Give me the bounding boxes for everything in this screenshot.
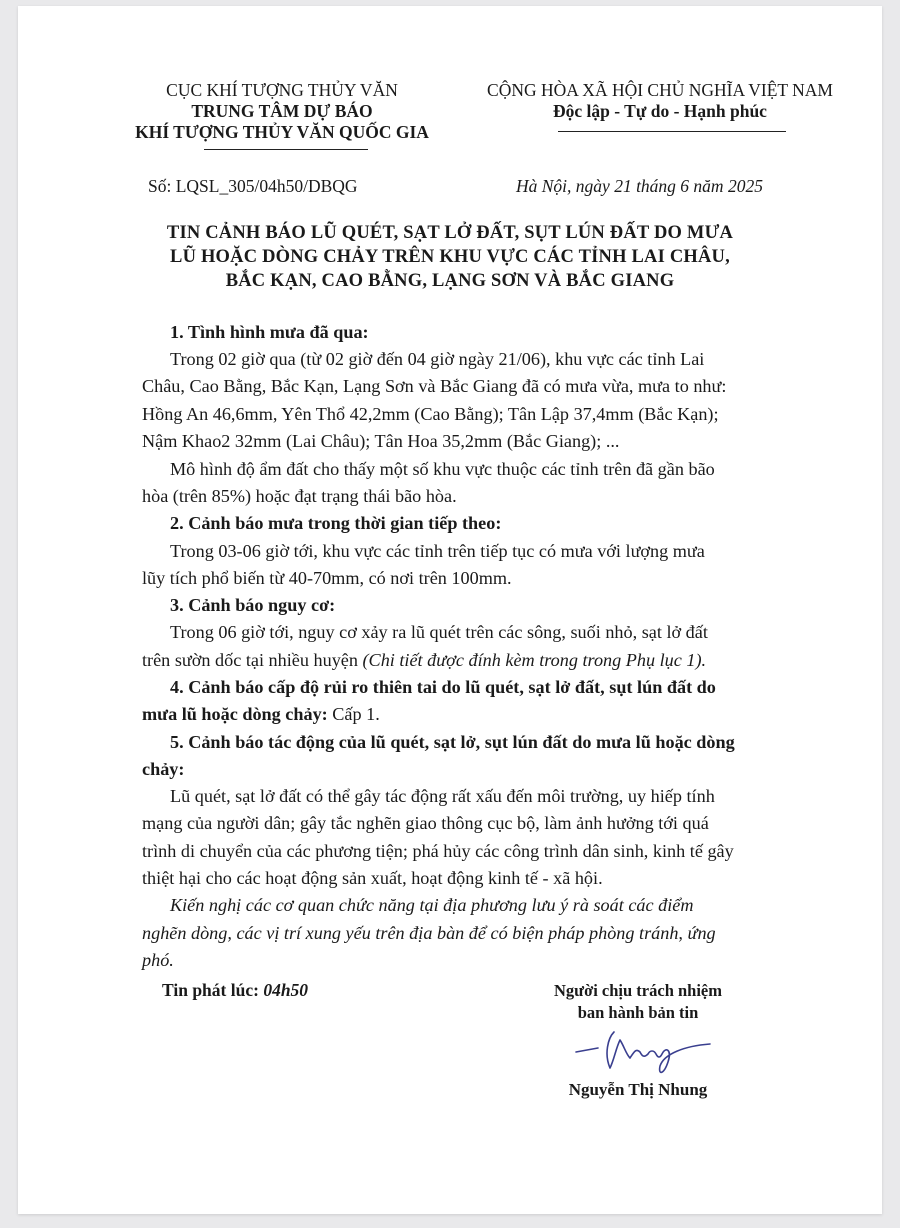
- body-text: trên sườn dốc tại nhiều huyện: [142, 650, 363, 670]
- body-line: [142, 650, 706, 671]
- title-line: TIN CẢNH BÁO LŨ QUÉT, SẠT LỞ ĐẤT, SỤT LÚN ĐẤT DO MƯA: [166, 223, 734, 243]
- national-motto: Độc lập - Tự do - Hạnh phúc: [553, 101, 767, 121]
- body-line: mạng của người dân; gây tắc nghẽn giao thông cục bộ, làm ảnh hưởng tới quá: [142, 813, 709, 833]
- responsible-person-block: [518, 980, 758, 1024]
- section-1-heading: 1. Tình hình mưa đã qua:: [170, 322, 369, 342]
- document-number: Số: LQSL_305/04h50/DBQG: [148, 176, 358, 196]
- place-date: Hà Nội, ngày 21 tháng 6 năm 2025: [516, 176, 763, 196]
- national-name: CỘNG HÒA XÃ HỘI CHỦ NGHĨA VIỆT NAM: [487, 80, 833, 100]
- handwritten-signature: [564, 1024, 724, 1078]
- responsible-label: Người chịu trách nhiệm: [554, 981, 722, 1000]
- agency-center-full: KHÍ TƯỢNG THỦY VĂN QUỐC GIA: [135, 122, 429, 142]
- title-line: BẮC KẠN, CAO BẰNG, LẠNG SƠN VÀ BẮC GIANG: [225, 271, 675, 291]
- issued-time: [162, 980, 308, 1001]
- body-line: hòa (trên 85%) hoặc đạt trạng thái bão hòa.: [142, 486, 457, 506]
- section-5-heading-cont: chảy:: [142, 759, 185, 779]
- body-line: trình di chuyển của các phương tiện; phá hủy các công trình dân sinh, kinh tế gây: [142, 841, 734, 861]
- signer-name: Nguyễn Thị Nhung: [568, 1080, 708, 1099]
- title-line: LŨ HOẶC DÒNG CHẢY TRÊN KHU VỰC CÁC TỈNH LAI CHÂU,: [170, 247, 730, 267]
- risk-level-label: mưa lũ hoặc dòng chảy:: [142, 704, 328, 724]
- section-3-heading: 3. Cảnh báo nguy cơ:: [170, 595, 336, 615]
- recommendation-line: nghẽn dòng, các vị trí xung yếu trên địa bàn để có biện pháp phòng tránh, ứng: [142, 923, 716, 943]
- body-line: Hồng An 46,6mm, Yên Thổ 42,2mm (Cao Bằng); Tân Lập 37,4mm (Bắc Kạn);: [142, 404, 719, 424]
- risk-level-value: Cấp 1.: [327, 704, 380, 724]
- agency-center: TRUNG TÂM DỰ BÁO: [191, 101, 373, 121]
- issued-label: Tin phát lúc:: [162, 980, 264, 1000]
- agency-parent: CỤC KHÍ TƯỢNG THỦY VĂN: [166, 80, 398, 100]
- body-line: Trong 03-06 giờ tới, khu vực các tỉnh trên tiếp tục có mưa với lượng mưa: [170, 541, 705, 561]
- recommendation-line: phó.: [142, 950, 174, 970]
- body-line: thiệt hại cho các hoạt động sản xuất, hoạt động kinh tế - xã hội.: [142, 868, 603, 888]
- recommendation-line: Kiến nghị các cơ quan chức năng tại địa phương lưu ý rà soát các điểm: [170, 895, 694, 915]
- appendix-reference: (Chi tiết được đính kèm trong trong Phụ lục 1).: [362, 650, 707, 670]
- body-line: Mô hình độ ẩm đất cho thấy một số khu vực thuộc các tỉnh trên đã gần bão: [170, 459, 715, 479]
- responsible-label-cont: ban hành bản tin: [577, 1003, 699, 1022]
- body-line: Lũ quét, sạt lở đất có thể gây tác động rất xấu đến môi trường, uy hiếp tính: [170, 786, 715, 806]
- section-2-heading: 2. Cảnh báo mưa trong thời gian tiếp theo:: [170, 513, 502, 533]
- issued-value: 04h50: [263, 980, 309, 1000]
- body-line: Nậm Khao2 32mm (Lai Châu); Tân Hoa 35,2mm (Bắc Giang); ...: [142, 431, 620, 451]
- document-page: [18, 6, 882, 1214]
- body-line: Châu, Cao Bằng, Bắc Kạn, Lạng Sơn và Bắc Giang đã có mưa vừa, mưa to như:: [142, 376, 727, 396]
- section-4-heading: 4. Cảnh báo cấp độ rủi ro thiên tai do lũ quét, sạt lở đất, sụt lún đất do: [170, 677, 716, 697]
- body-line: Trong 02 giờ qua (từ 02 giờ đến 04 giờ ngày 21/06), khu vực các tỉnh Lai: [170, 349, 705, 369]
- section-5-heading: 5. Cảnh báo tác động của lũ quét, sạt lở, sụt lún đất do mưa lũ hoặc dòng: [170, 732, 735, 752]
- body-line: Trong 06 giờ tới, nguy cơ xảy ra lũ quét trên các sông, suối nhỏ, sạt lở đất: [170, 622, 708, 642]
- risk-level-line: [142, 704, 380, 725]
- body-line: lũy tích phổ biến từ 40-70mm, có nơi trên 100mm.: [142, 568, 512, 588]
